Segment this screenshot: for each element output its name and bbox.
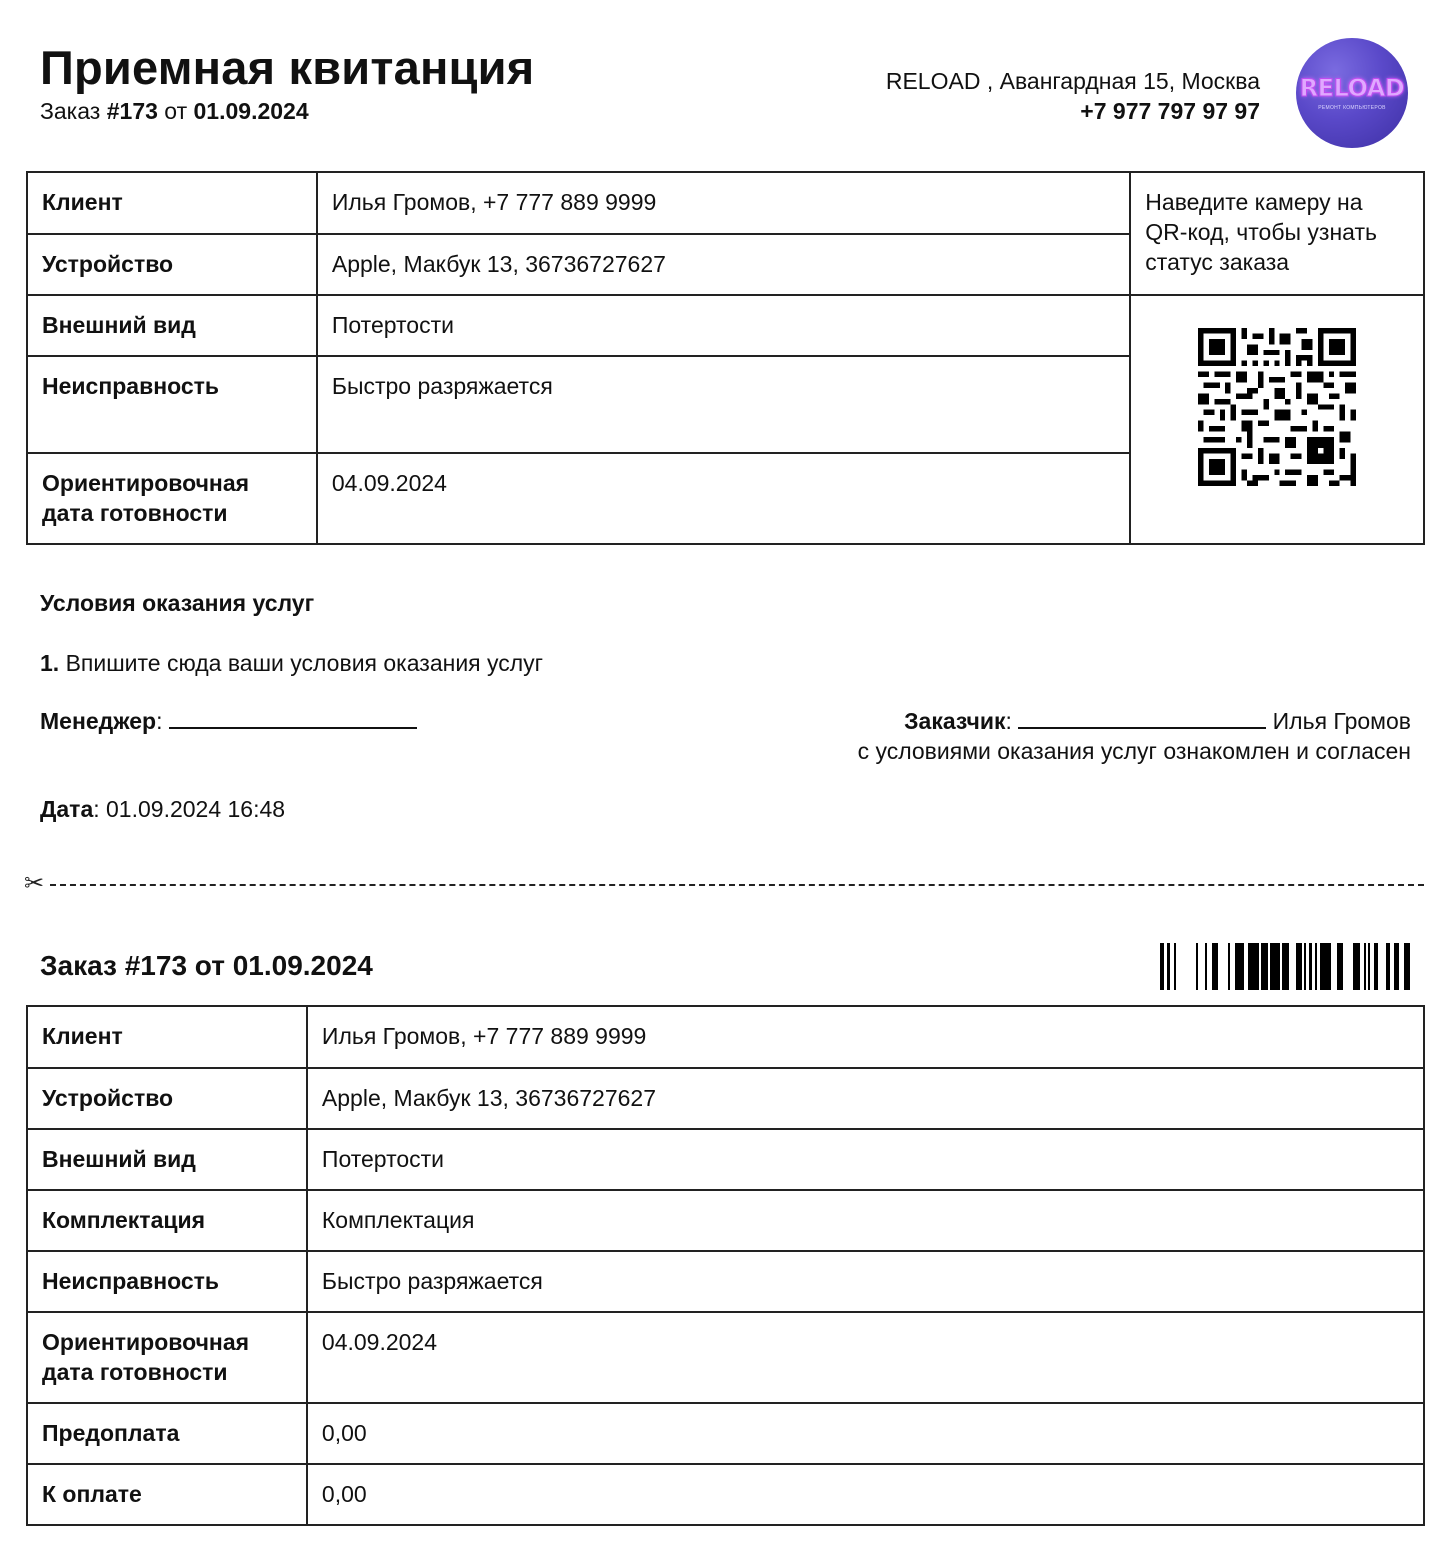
- table-row: [27, 1190, 1424, 1251]
- terms-item-number: 1.: [40, 650, 60, 676]
- manager-signature: Менеджер:: [40, 706, 417, 736]
- barcode-icon: [1160, 943, 1412, 990]
- order-subtitle: [40, 96, 309, 126]
- terms-item-text: Впишите сюда ваши условия оказания услуг: [59, 650, 544, 676]
- row-value: 04.09.2024: [307, 1312, 1424, 1403]
- table-row: [27, 1312, 1424, 1403]
- row-label-line1: Ориентировочная: [42, 1329, 250, 1355]
- table-row: [27, 1464, 1424, 1525]
- row-label: Неисправность: [27, 356, 317, 453]
- table-row: [27, 1006, 1424, 1068]
- row-value: Apple, Макбук 13, 36736727627: [317, 234, 1130, 295]
- row-value: Быстро разряжается: [317, 356, 1130, 453]
- qr-code-icon: [1198, 328, 1356, 486]
- row-label: Комплектация: [27, 1190, 307, 1251]
- cut-line: [24, 870, 1424, 898]
- receipt-table: [26, 171, 1425, 545]
- row-label-line1: Ориентировочная: [42, 470, 250, 496]
- company-phone: +7 977 797 97 97: [1080, 98, 1260, 124]
- row-value: Илья Громов, +7 777 889 9999: [317, 172, 1130, 234]
- receipt-date: Дата: 01.09.2024 16:48: [40, 796, 286, 822]
- order-date: 01.09.2024: [193, 98, 309, 124]
- customer-name: Илья Громов: [1272, 708, 1411, 734]
- page-title: Приемная квитанция: [40, 41, 535, 94]
- order-date-prefix: от: [157, 98, 194, 124]
- table-row: [27, 1068, 1424, 1129]
- customer-agreement-note: с условиями оказания услуг ознакомлен и согласен: [857, 738, 1411, 764]
- row-label: [27, 1312, 307, 1403]
- row-label: Внешний вид: [27, 295, 317, 356]
- row-label: [27, 453, 317, 544]
- row-label: Предоплата: [27, 1403, 307, 1464]
- qr-wrap: [1131, 296, 1423, 486]
- company-address: RELOAD , Авангардная 15, Москва: [885, 68, 1260, 94]
- table-row: [27, 172, 1424, 234]
- row-value: 04.09.2024: [317, 453, 1130, 544]
- table-row: [27, 295, 1424, 356]
- customer-label: Заказчик: [904, 708, 1006, 734]
- row-label-line2: дата готовности: [42, 500, 228, 526]
- date-label: Дата: [40, 796, 94, 822]
- logo-subtext: РЕМОНТ КОМПЬЮТЕРОВ: [1318, 105, 1386, 111]
- order-prefix: Заказ: [40, 98, 107, 124]
- customer-signature-line: [1018, 707, 1266, 729]
- customer-signature: Заказчик: Илья Громов: [904, 708, 1411, 734]
- table-row: [27, 1403, 1424, 1464]
- qr-cell: [1130, 295, 1424, 544]
- row-label: Неисправность: [27, 1251, 307, 1312]
- row-label: Внешний вид: [27, 1129, 307, 1190]
- row-label: Клиент: [27, 172, 317, 234]
- table-row: [27, 1251, 1424, 1312]
- row-value: 0,00: [307, 1464, 1424, 1525]
- row-label: Устройство: [27, 1068, 307, 1129]
- terms-title: Условия оказания услуг: [40, 590, 315, 616]
- row-label-line2: дата готовности: [42, 1359, 228, 1385]
- row-value: Потертости: [307, 1129, 1424, 1190]
- dashed-divider: [50, 884, 1424, 886]
- logo-text: RELOAD: [1299, 74, 1405, 102]
- company-logo: [1296, 38, 1408, 148]
- stub-table: [26, 1005, 1425, 1526]
- row-value: Илья Громов, +7 777 889 9999: [307, 1006, 1424, 1068]
- qr-note: Наведите камеру на QR-код, чтобы узнать статус заказа: [1130, 172, 1424, 295]
- row-label: Клиент: [27, 1006, 307, 1068]
- row-value: Комплектация: [307, 1190, 1424, 1251]
- table-row: [27, 1129, 1424, 1190]
- manager-signature-line: [169, 707, 417, 729]
- order-number: #173: [106, 98, 158, 124]
- row-value: Apple, Макбук 13, 36736727627: [307, 1068, 1424, 1129]
- scissors-icon: ✂: [24, 870, 45, 897]
- stub-title: Заказ #173 от 01.09.2024: [40, 950, 373, 981]
- row-value: Быстро разряжается: [307, 1251, 1424, 1312]
- row-label: К оплате: [27, 1464, 307, 1525]
- row-value: Потертости: [317, 295, 1130, 356]
- row-label: Устройство: [27, 234, 317, 295]
- manager-label: Менеджер: [40, 708, 157, 734]
- terms-item: [40, 648, 543, 678]
- row-value: 0,00: [307, 1403, 1424, 1464]
- date-value: 01.09.2024 16:48: [106, 796, 286, 822]
